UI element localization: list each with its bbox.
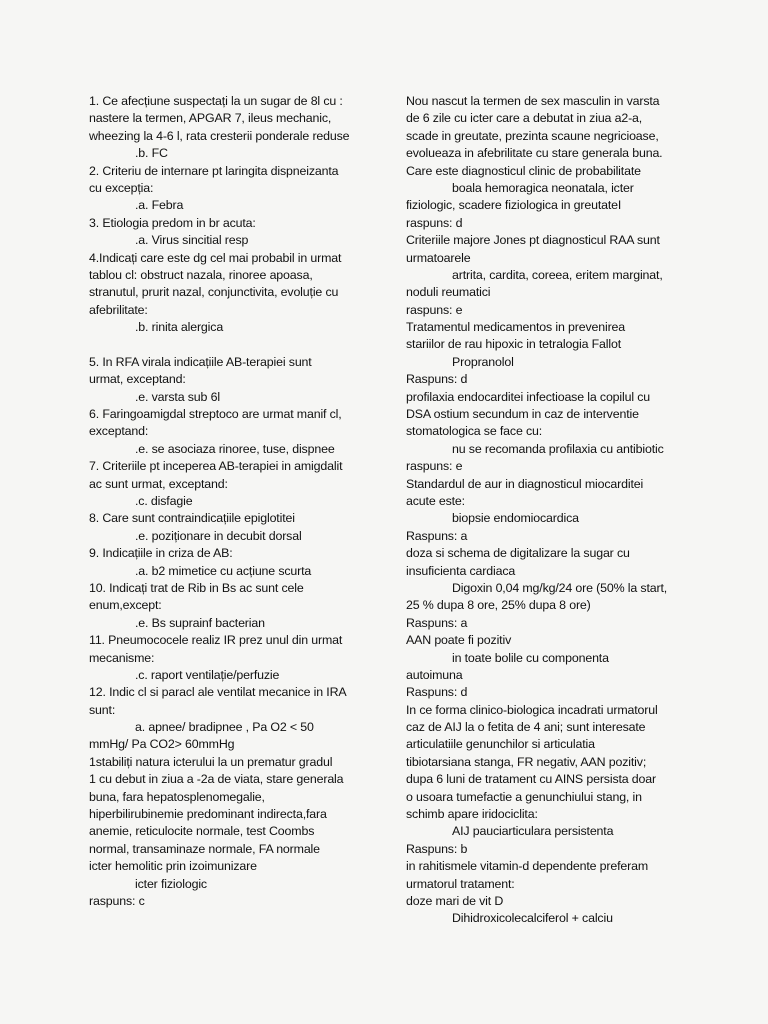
text-line: raspuns: d [406, 215, 463, 230]
answer-line: boala hemoragica neonatala, icter [452, 180, 634, 195]
answer-line: Dihidroxicolecalciferol + calciu [452, 911, 613, 926]
blank-line [89, 336, 371, 353]
text-line: noduli reumatici [406, 285, 491, 300]
text-line: 8. Care sunt contraindicațiile epiglotitei [89, 511, 295, 526]
text-line: fiziologic, scadere fiziologica in greutateI [406, 198, 622, 213]
text-line: stomatologica se face cu: [406, 424, 543, 439]
text-line: profilaxia endocarditei infectioase la copilul cu [406, 389, 651, 404]
text-line: Criteriile majore Jones pt diagnosticul RAA sunt [406, 233, 660, 248]
text-line: acute este: [406, 493, 465, 508]
text-line: insuficienta cardiaca [406, 563, 516, 578]
text-line: 5. In RFA virala indicațiile AB-terapiei sunt [89, 354, 312, 369]
text-line: o usoara tumefactie a genunchiului stang, in [406, 789, 642, 804]
text-line: tibiotarsiana stanga, FR negativ, AAN pozitiv; [406, 754, 647, 769]
text-line: urmatorul tratament: [406, 876, 515, 891]
answer-line: .a. Febra [135, 198, 184, 213]
text-line: 25 % dupa 8 ore, 25% dupa 8 ore) [406, 598, 591, 613]
answer-line: a. apnee/ bradipnee , Pa O2 < 50 [135, 720, 314, 735]
text-line: Raspuns: a [406, 615, 468, 630]
text-line: afebrilitate: [89, 302, 148, 317]
text-line: Standardul de aur in diagnosticul miocarditei [406, 476, 644, 491]
text-line: Nou nascut la termen de sex masculin in varsta [406, 94, 660, 108]
text-line: de 6 zile cu icter care a debutat in ziua a2-a, [406, 111, 643, 126]
answer-line: .c. disfagie [135, 493, 193, 508]
text-line: 12. Indic cl si paracl ale ventilat mecanice in IRA [89, 685, 347, 700]
text-line: 1 cu debut in ziua a -2a de viata, stare generala [89, 772, 344, 787]
text-line: articulatiile genunchilor si articulatia [406, 737, 595, 752]
answer-line: Propranolol [452, 354, 514, 369]
text-line: exceptand: [89, 424, 149, 439]
text-line: 7. Criteriile pt inceperea AB-terapiei in amigdalit [89, 459, 343, 474]
text-line: ac sunt urmat, exceptand: [89, 476, 228, 491]
text-line: icter hemolitic prin izoimunizare [89, 859, 257, 874]
answer-line: .a. Virus sincitial resp [135, 233, 249, 248]
text-line: sunt: [89, 702, 116, 717]
text-line: wheezing la 4-6 l, rata cresterii ponderale reduse [89, 128, 350, 143]
answer-line: in toate bolile cu componenta [452, 650, 609, 665]
text-line: scade in greutate, prezinta scaune negricioase, [406, 128, 659, 143]
text-line: 4.Indicați care este dg cel mai probabil in urmat [89, 250, 342, 265]
text-line: Tratamentul medicamentos in prevenirea [406, 320, 626, 335]
text-line: 9. Indicațiile in criza de AB: [89, 546, 233, 561]
text-line: doza si schema de digitalizare la sugar cu [406, 546, 630, 561]
text-line: 6. Faringoamigdal streptoco are urmat manif cl, [89, 407, 342, 422]
text-line: Raspuns: d [406, 685, 468, 700]
text-line: doze mari de vit D [406, 893, 504, 908]
text-line: Raspuns: d [406, 372, 468, 387]
text-line: urmatoarele [406, 250, 471, 265]
answer-line: AIJ pauciarticulara persistenta [452, 824, 614, 839]
text-line: anemie, reticulocite normale, test Coombs [89, 824, 315, 839]
text-line: 1stabiliți natura icterului la un prematur gradul [89, 754, 333, 769]
left-text-column [89, 93, 371, 910]
text-line: 3. Etiologia predom in br acuta: [89, 215, 256, 230]
text-line: mmHg/ Pa CO2> 60mmHg [89, 737, 235, 752]
text-line: schimb apare iridociclita: [406, 807, 538, 822]
text-line: tablou cl: obstruct nazala, rinoree apoasa, [89, 267, 313, 282]
answer-line: .c. raport ventilație/perfuzie [135, 667, 280, 682]
answer-line: .e. Bs suprainf bacterian [135, 615, 265, 630]
text-line: raspuns: e [406, 459, 463, 474]
answer-line: .b. rinita alergica [135, 320, 224, 335]
answer-line: .e. se asociaza rinoree, tuse, dispnee [135, 441, 335, 456]
text-line: DSA ostium secundum in caz de interventie [406, 407, 639, 422]
text-line: raspuns: c [89, 893, 145, 908]
text-line: 11. Pneumococele realiz IR prez unul din urmat [89, 633, 343, 648]
text-line: Raspuns: a [406, 528, 468, 543]
text-line: stariilor de rau hipoxic in tetralogia Fallot [406, 337, 622, 352]
text-line: in rahitismele vitamin-d dependente preferam [406, 859, 649, 874]
answer-line: .e. poziționare in decubit dorsal [135, 528, 302, 543]
answer-line: Digoxin 0,04 mg/kg/24 ore (50% la start, [452, 580, 668, 595]
text-line: nastere la termen, APGAR 7, ileus mechanic, [89, 111, 332, 126]
text-line: urmat, exceptand: [89, 372, 186, 387]
text-line: In ce forma clinico-biologica incadrati urmatorul [406, 702, 658, 717]
text-line: 1. Ce afecțiune suspectați la un sugar de 8l cu : [89, 94, 343, 108]
text-line: dupa 6 luni de tratament cu AINS persista doar [406, 772, 657, 787]
text-line: Care este diagnosticul clinic de probabilitate [406, 163, 641, 178]
text-line: Raspuns: b [406, 841, 468, 856]
text-line: hiperbilirubinemie predominant indirecta,fara [89, 807, 327, 822]
right-text-column [406, 93, 706, 928]
text-line: 2. Criteriu de internare pt laringita dispneizanta [89, 163, 339, 178]
text-line: AAN poate fi pozitiv [406, 633, 512, 648]
text-line: raspuns: e [406, 302, 463, 317]
answer-line: .a. b2 mimetice cu acțiune scurta [135, 563, 312, 578]
answer-line: .b. FC [135, 146, 168, 161]
text-line: evolueaza in afebrilitate cu stare generala buna. [406, 146, 663, 161]
text-line: normal, transaminaze normale, FA normale [89, 841, 320, 856]
text-line: enum,except: [89, 598, 162, 613]
answer-line: .e. varsta sub 6l [135, 389, 220, 404]
text-line: 10. Indicați trat de Rib in Bs ac sunt cele [89, 580, 304, 595]
answer-line: biopsie endomiocardica [452, 511, 579, 526]
text-line: cu excepția: [89, 180, 154, 195]
answer-line: artrita, cardita, coreea, eritem marginat, [452, 267, 663, 282]
text-line: autoimuna [406, 667, 463, 682]
answer-line: nu se recomanda profilaxia cu antibiotic [452, 441, 664, 456]
answer-line: icter fiziologic [135, 876, 207, 891]
text-line: buna, fara hepatosplenomegalie, [89, 789, 265, 804]
text-line: mecanisme: [89, 650, 155, 665]
text-line: stranutul, prurit nazal, conjunctivita, evoluție cu [89, 285, 339, 300]
text-line: caz de AIJ la o fetita de 4 ani; sunt interesate [406, 720, 646, 735]
